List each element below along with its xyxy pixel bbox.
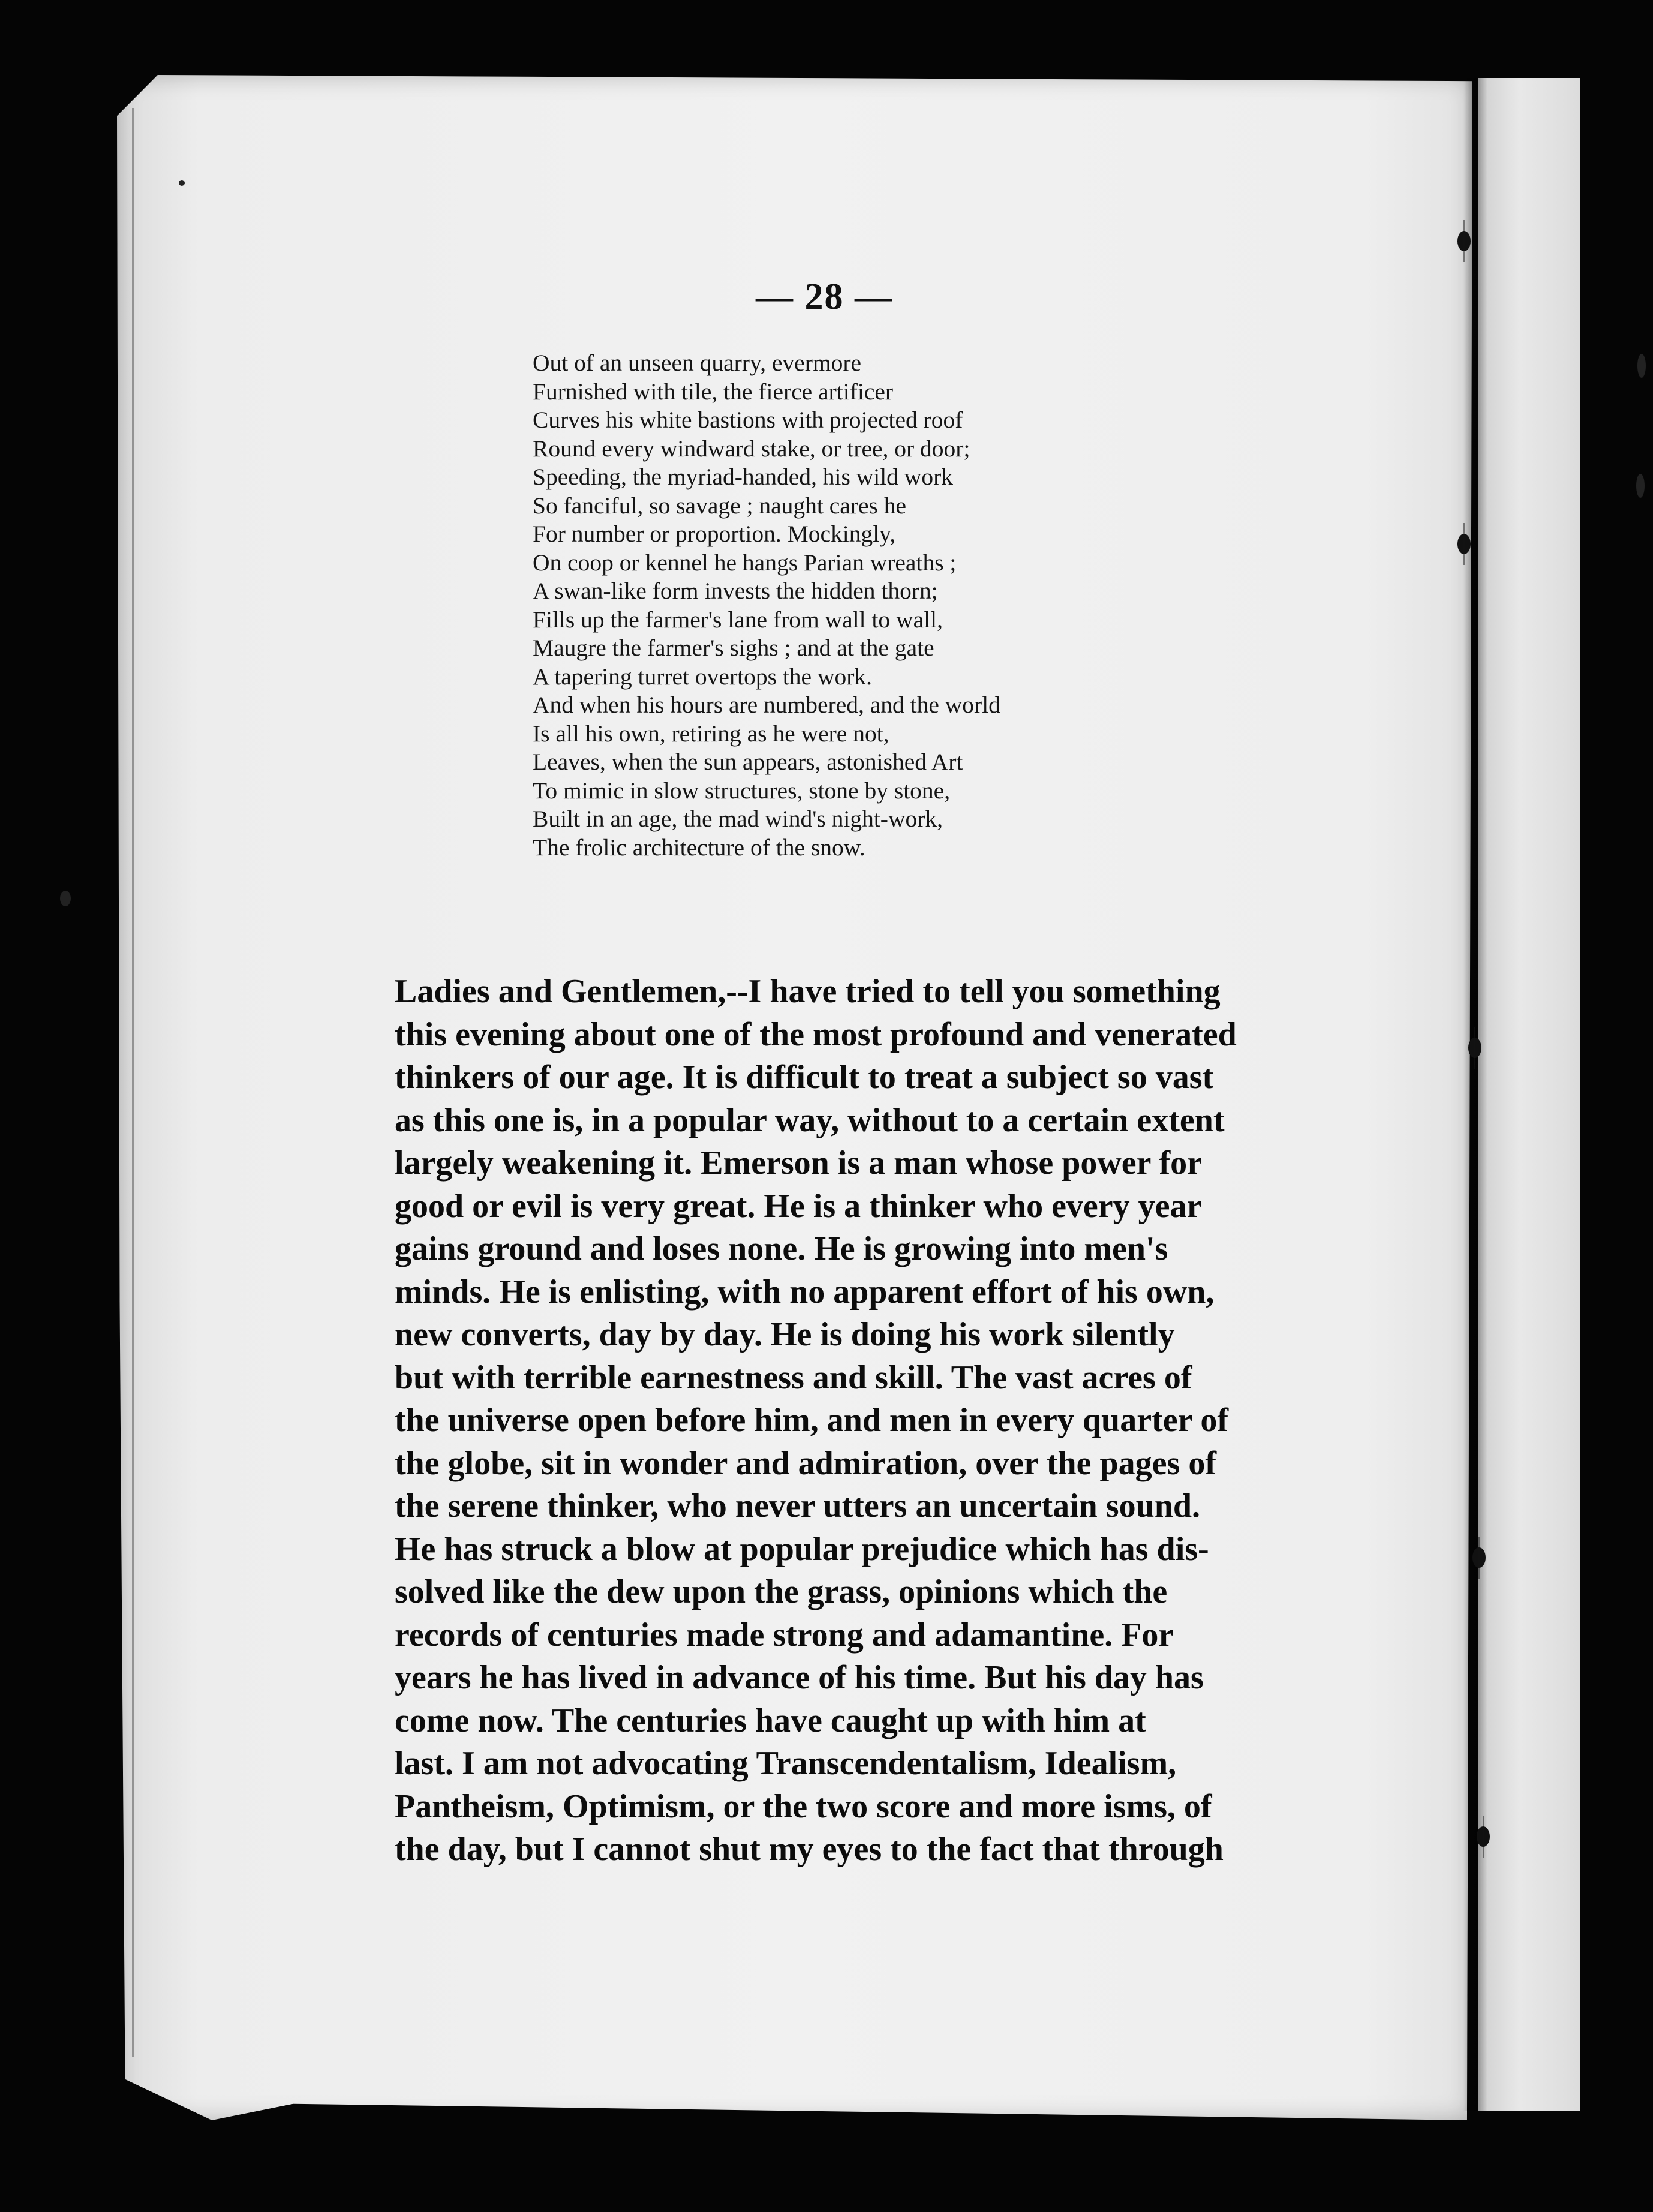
prose-line: He has struck a blow at popular prejudice which has dis- (395, 1530, 1209, 1568)
poem-line: Furnished with tile, the fierce artificer (533, 378, 894, 405)
poem-line: Is all his own, retiring as he were not, (533, 720, 889, 747)
prose-line: good or evil is very great. He is a thinker who every year (395, 1187, 1202, 1225)
prose-line: the serene thinker, who never utters an uncertain sound. (395, 1487, 1201, 1525)
poem-line: Leaves, when the sun appears, astonished Art (533, 749, 963, 775)
prose-line: last. I am not advocating Transcendentalism, Idealism, (395, 1745, 1177, 1782)
gutter-shadow (1463, 78, 1487, 2111)
prose-line: Ladies and Gentlemen,--I have tried to tell you something (395, 973, 1221, 1010)
poem-line: So fanciful, so savage ; naught cares he (533, 492, 907, 519)
prose-line: solved like the dew upon the grass, opinions which the (395, 1573, 1168, 1610)
poem-line: A swan-like form invests the hidden thorn; (533, 578, 938, 604)
prose-line: the globe, sit in wonder and admiration, over the pages of (395, 1444, 1216, 1482)
ink-speck (60, 891, 71, 906)
prose-line: new converts, day by day. He is doing his work silently (395, 1316, 1175, 1353)
binding-hole (1477, 1826, 1490, 1847)
prose-line: but with terrible earnestness and skill. The vast acres of (395, 1359, 1192, 1396)
facing-page-edge (1478, 78, 1580, 2111)
prose-line: years he has lived in advance of his time. But his day has (395, 1659, 1204, 1696)
prose-line: as this one is, in a popular way, without to a certain extent (395, 1101, 1225, 1139)
prose-line: Pantheism, Optimism, or the two score and more isms, of (395, 1787, 1212, 1825)
binding-hole (1457, 534, 1471, 554)
binding-hole (1457, 231, 1471, 251)
poem-line: Fills up the farmer's lane from wall to wall, (533, 606, 943, 633)
poem-line: To mimic in slow structures, stone by stone, (533, 777, 951, 804)
prose-line: minds. He is enlisting, with no apparent effort of his own, (395, 1273, 1215, 1311)
poem-line: On coop or kennel he hangs Parian wreaths ; (533, 549, 957, 576)
poem-line: Out of an unseen quarry, evermore (533, 350, 862, 376)
poem-line: Round every windward stake, or tree, or door; (533, 435, 970, 462)
poem-block (533, 349, 1000, 862)
prose-line: this evening about one of the most profound and venerated (395, 1015, 1237, 1053)
prose-line: records of centuries made strong and adamantine. For (395, 1616, 1174, 1654)
prose-line: the universe open before him, and men in every quarter of (395, 1402, 1229, 1439)
poem-line: For number or proportion. Mockingly, (533, 521, 896, 547)
prose-paragraph (395, 970, 1237, 1871)
poem-line: A tapering turret overtops the work. (533, 663, 873, 690)
prose-line: come now. The centuries have caught up with him at (395, 1702, 1146, 1739)
poem-line: Speeding, the myriad-handed, his wild work (533, 464, 953, 490)
binding-edge (132, 108, 134, 2057)
binding-hole (1472, 1547, 1486, 1568)
poem-line: Maugre the farmer's sighs ; and at the gate (533, 635, 934, 661)
prose-line: gains ground and loses none. He is growing into men's (395, 1230, 1168, 1267)
poem-line: Built in an age, the mad wind's night-work, (533, 806, 943, 832)
poem-line: And when his hours are numbered, and the world (533, 692, 1000, 718)
prose-line: thinkers of our age. It is difficult to treat a subject so vast (395, 1059, 1214, 1096)
poem-line: Curves his white bastions with projected roof (533, 407, 963, 433)
page-number: — 28 — (756, 276, 893, 317)
ink-speck (1637, 354, 1646, 378)
ink-speck (179, 180, 185, 186)
prose-line: the day, but I cannot shut my eyes to the fact that through (395, 1831, 1224, 1868)
prose-line: largely weakening it. Emerson is a man whose power for (395, 1144, 1202, 1182)
ink-speck (1636, 474, 1645, 498)
poem-line: The frolic architecture of the snow. (533, 834, 865, 861)
binding-hole (1468, 1038, 1481, 1058)
